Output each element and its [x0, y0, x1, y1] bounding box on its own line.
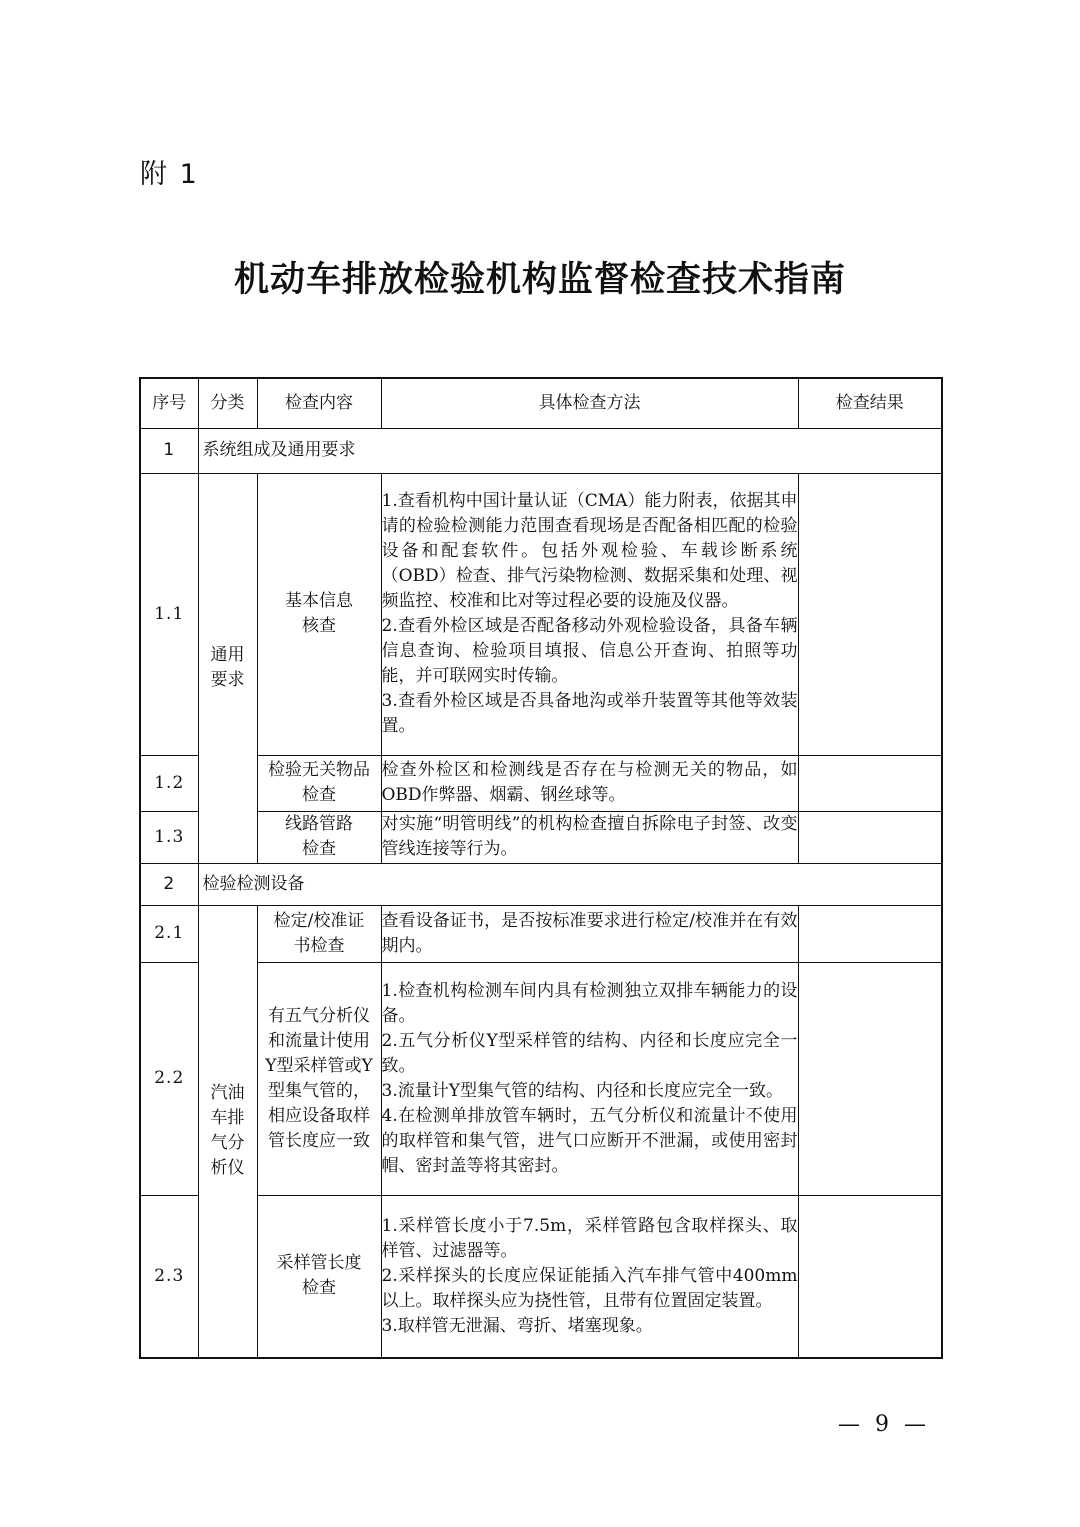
check-content — [257, 1195, 381, 1358]
method-paragraph: 2.采样探头的长度应保证能插入汽车排气管中400mm以上。取样探头应为挠性管，且带有位置固定装置。 — [381, 1265, 798, 1311]
method-paragraph: 1.采样管长度小于7.5m，采样管路包含取样探头、取样管、过滤器等。 — [381, 1215, 798, 1261]
method-paragraph: 4.在检测单排放管车辆时，五气分析仪和流量计不使用的取样管和集气管，进气口应断开不泄漏，或使用密封帽、密封盖等将其密封。 — [381, 1105, 798, 1176]
content-line: 线路管路 — [285, 814, 353, 834]
table-row — [140, 755, 942, 811]
check-method — [381, 755, 798, 811]
header-category: 分类 — [198, 378, 257, 428]
row-number: 2.2 — [140, 962, 198, 1195]
content-line: 检查 — [302, 839, 336, 859]
method-paragraph: 对实施“明管明线”的机构检查擅自拆除电子封签、改变管线连接等行为。 — [381, 814, 798, 859]
method-paragraph: 3.查看外检区域是否具备地沟或举升装置等其他等效装置。 — [381, 691, 798, 736]
attachment-label: 附 1 — [140, 159, 199, 190]
row-number: 2.3 — [140, 1195, 198, 1358]
check-result[interactable] — [798, 1195, 942, 1358]
check-content — [257, 905, 381, 962]
row-number: 1.1 — [140, 473, 198, 755]
table-row — [140, 905, 942, 962]
table-header-row — [140, 378, 942, 428]
category-line: 通用 — [210, 645, 245, 665]
method-paragraph: 检查外检区和检测线是否存在与检测无关的物品，如OBD作弊器、烟霸、钢丝球等。 — [381, 760, 798, 805]
header-no: 序号 — [140, 378, 198, 428]
page-number: — 9 — — [838, 1412, 930, 1437]
content-line: 书检查 — [293, 935, 345, 956]
content-line: 管长度应一致 — [268, 1130, 370, 1151]
table-row — [140, 1195, 942, 1358]
inspection-table — [139, 377, 943, 1359]
category-line: 车排 — [210, 1108, 245, 1129]
content-line: 和流量计使用 — [268, 1030, 370, 1051]
category-line: 要求 — [210, 670, 245, 690]
method-paragraph: 查看设备证书，是否按标准要求进行检定/校准并在有效期内。 — [381, 910, 798, 956]
table-row — [140, 473, 942, 755]
check-result[interactable] — [798, 811, 942, 863]
content-line: 检定/校准证 — [273, 910, 365, 931]
method-paragraph: 3.流量计Y型集气管的结构、内径和长度应完全一致。 — [381, 1080, 783, 1101]
content-line: Y型采样管或Y — [265, 1055, 373, 1076]
method-paragraph: 2.查看外检区域是否配备移动外观检验设备，具备车辆信息查询、检验项目填报、信息公开查询、拍照等功能，并可联网实时传输。 — [381, 616, 798, 686]
section-row — [140, 428, 942, 473]
document-title: 机动车排放检验机构监督检查技术指南 — [233, 260, 846, 300]
content-line: 检查 — [302, 1278, 336, 1299]
content-line: 检查 — [302, 785, 336, 805]
check-result[interactable] — [798, 905, 942, 962]
method-paragraph: 2.五气分析仪Y型采样管的结构、内径和长度应完全一致。 — [381, 1030, 798, 1076]
check-method — [381, 905, 798, 962]
content-line: 采样管长度 — [276, 1253, 362, 1274]
section-title: 检验检测设备 — [198, 863, 942, 905]
category-line: 气分 — [210, 1133, 245, 1154]
check-method — [381, 811, 798, 863]
category-line: 析仪 — [210, 1158, 245, 1179]
check-content — [257, 811, 381, 863]
check-method — [381, 1195, 798, 1358]
check-content — [257, 473, 381, 755]
method-paragraph: 3.取样管无泄漏、弯折、堵塞现象。 — [381, 1315, 653, 1336]
check-method — [381, 473, 798, 755]
content-line: 基本信息 — [285, 591, 353, 611]
section-number: 1 — [140, 428, 198, 473]
row-number: 1.2 — [140, 755, 198, 811]
content-line: 核查 — [302, 616, 336, 636]
content-line: 相应设备取样 — [268, 1105, 370, 1126]
method-paragraph: 1.检查机构检测车间内具有检测独立双排车辆能力的设备。 — [381, 980, 798, 1026]
check-method — [381, 962, 798, 1195]
method-paragraph: 1.查看机构中国计量认证（CMA）能力附表，依据其申请的检验检测能力范围查看现场是否配备相匹配的检验设备和配套软件。包括外观检验、车载诊断系统（OBD）检查、排气污染物检测、数据采集和处理、视频监控、校准和比对等过程必要的设施及仪器。 — [381, 491, 798, 611]
header-method: 具体检查方法 — [381, 378, 798, 428]
check-result[interactable] — [798, 473, 942, 755]
row-number: 2.1 — [140, 905, 198, 962]
content-line: 型集气管的， — [268, 1080, 370, 1101]
table-row — [140, 962, 942, 1195]
section-number: 2 — [140, 863, 198, 905]
category-line: 汽油 — [210, 1083, 245, 1104]
check-result[interactable] — [798, 962, 942, 1195]
table-row — [140, 811, 942, 863]
section-title: 系统组成及通用要求 — [198, 428, 942, 473]
category-cell — [198, 905, 257, 1358]
check-result[interactable] — [798, 755, 942, 811]
header-result: 检查结果 — [798, 378, 942, 428]
content-line: 有五气分析仪 — [268, 1005, 370, 1026]
row-number: 1.3 — [140, 811, 198, 863]
check-content — [257, 962, 381, 1195]
content-line: 检验无关物品 — [268, 760, 370, 780]
section-row — [140, 863, 942, 905]
header-content: 检查内容 — [257, 378, 381, 428]
check-content — [257, 755, 381, 811]
category-cell — [198, 473, 257, 863]
